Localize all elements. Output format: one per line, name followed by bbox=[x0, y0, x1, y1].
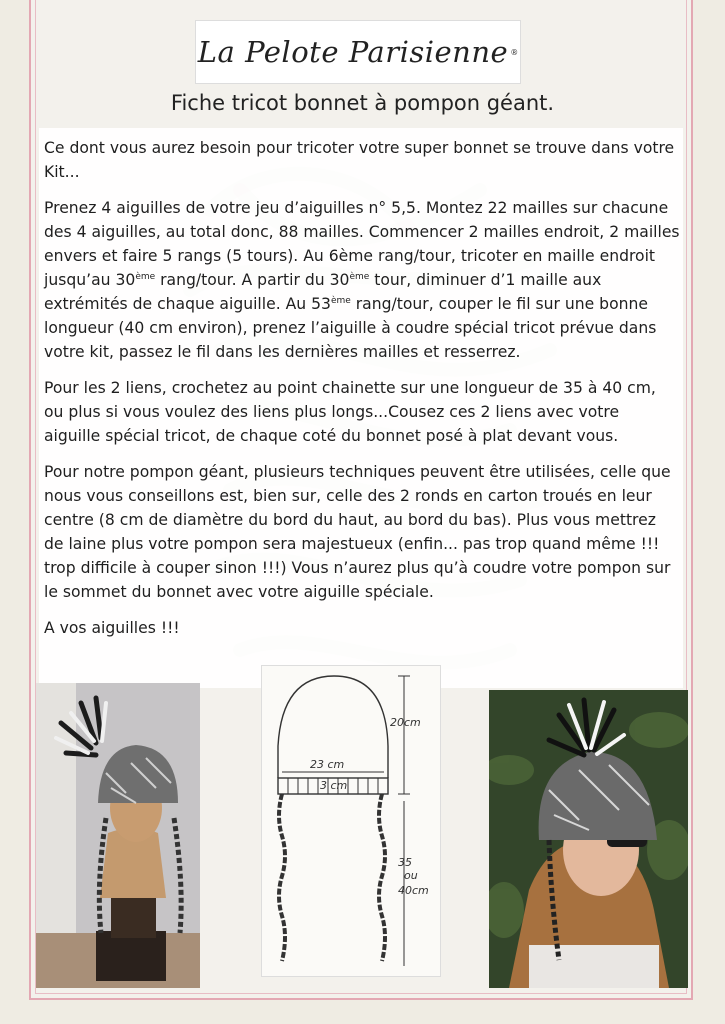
brand-logo-text: La Pelote Parisienne bbox=[197, 35, 509, 69]
tie-length-label-2: ou bbox=[404, 869, 418, 882]
rib-label: 3 cm bbox=[320, 779, 348, 792]
width-label: 23 cm bbox=[310, 758, 345, 771]
instructions-text bbox=[44, 136, 680, 652]
tie-length-label-1: 35 bbox=[398, 856, 412, 869]
tie-length-label-3: 40cm bbox=[398, 884, 429, 897]
paragraph-ties: Pour les 2 liens, crochetez au point chainette sur une longueur de 35 à 40 cm, ou plus si vous voulez des liens plus longs...Cousez ces 2 liens avec votre aiguille spécial tricot, de chaque coté du bonnet posé à plat devant vous. bbox=[44, 379, 656, 445]
brand-logo bbox=[195, 20, 521, 84]
model-photo bbox=[489, 690, 688, 988]
registered-mark: ® bbox=[510, 47, 519, 57]
paragraph-knitting: Prenez 4 aiguilles de votre jeu d’aiguilles n° 5,5. Montez 22 mailles sur chacune des 4 aiguilles, au total donc, 88 mailles. Commencer 2 mailles endroit, 2 mailles envers et faire 5 rangs (5 tours). Au 6ème rang/tour, tricoter en maille endroit jusqu’au 30ème rang/tour. A partir du 30ème tour, diminuer d’1 maille aux extrémités de chaque aiguille. Au 53ème rang/tour, couper le fil sur une bonne longueur (40 cm environ), prenez l’aiguille à coudre spécial tricot prévue dans votre kit, passez le fil dans les dernières mailles et resserrez. bbox=[44, 199, 680, 361]
page-title: Fiche tricot bonnet à pompon géant. bbox=[170, 91, 555, 115]
hat-pattern-diagram bbox=[261, 665, 441, 977]
height-label: 20cm bbox=[390, 716, 421, 729]
paragraph-pompom: Pour notre pompon géant, plusieurs techniques peuvent être utilisées, celle que nous vous conseillons est, bien sur, celle des 2 ronds en carton troués en leur centre (8 cm de diamètre du bord du haut, au bord du bas). Plus vous mettrez de laine plus votre pompon sera majestueux (enfin... pas trop quand même !!! trop difficile à couper sinon !!!) Vous n’aurez plus qu’à coudre votre pompon sur le sommet du bonnet avec votre aiguille spéciale. bbox=[44, 463, 671, 601]
paragraph-kit: Ce dont vous aurez besoin pour tricoter votre super bonnet se trouve dans votre Kit... bbox=[44, 139, 675, 181]
paragraph-closing: A vos aiguilles !!! bbox=[44, 619, 180, 637]
mannequin-photo bbox=[36, 683, 200, 988]
